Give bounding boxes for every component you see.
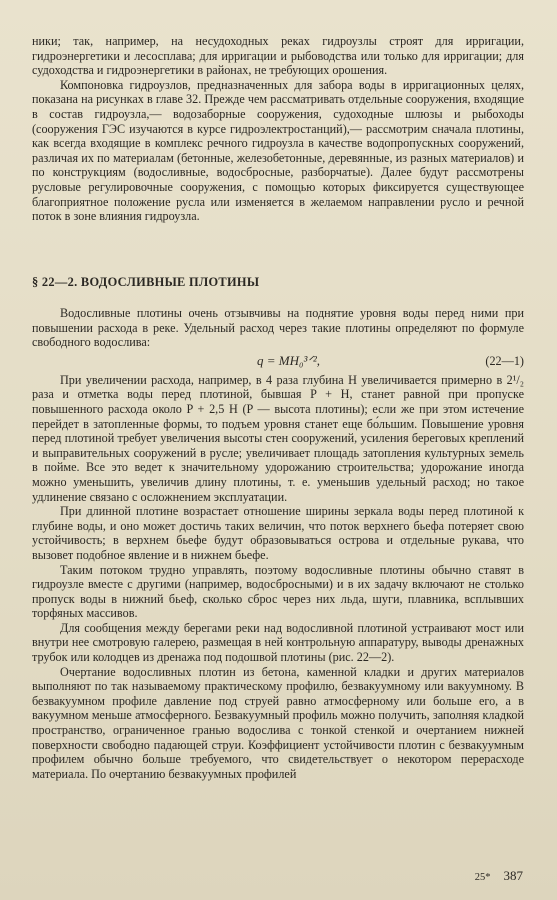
paragraph-continued: ники; так, например, на несудоходных реках гидроузлы строят для ирригации, гидроэнергетики и лесосплава; для ирригации и рыбоводства или только для ирригации; для судоходства и гидроэнергетики в районах, не требующих орошения. (32, 34, 524, 78)
paragraph-control: Таким потоком трудно управлять, поэтому водосливные плотины обычно ставят в гидроузле вместе с другими (например, водосбросными) и в их задачу включают не столько пропуск воды в нижний бьеф, сколько сброс через них льда, шуги, плавника, всплывших торфяных массивов. (32, 562, 524, 621)
paragraph-composition: Компоновка гидроузлов, предназначенных для забора воды в ирригационных целях, показана на рисунках в главе 32. Прежде чем рассматривать отдельные сооружения, входящие в состав гидроузла,— водозаборные сооружения, судоходные шлюзы и рыбоходы (сооружения ГЭС изучаются в курсе гидроэлектростанций),— рассмотрим сначала плотины, как всегда входящие в комплекс речного гидроузла в качестве водопропускных сооружений, различая их по материалам (бетонные, железобетонные, деревянные, из разных материалов) и по конструкциям (водосливные, водосбросные, разборчатые). Далее будут рассмотрены русловые регулировочные сооружения, с помощью которых фиксируется существующее благоприятное положение русла или изменяется в желаемом направлении русло и речной поток в зоне влияния гидроузла. (32, 77, 524, 224)
section-heading (32, 275, 259, 290)
section-title: ВОДОСЛИВНЫЕ ПЛОТИНЫ (80, 275, 260, 289)
main-text-block (32, 306, 524, 781)
signature-mark: 25* (474, 872, 491, 883)
paragraph-profile: Очертание водосливных плотин из бетона, каменной кладки и других материалов выполняют по так называемому практическому профилю, безвакуумному или вакуумному. В безвакуумном профиле давление под струей равно атмосферному или больше его, а в вакуумном меньше атмосферного. Безвакуумный профиль можно получить, заполняя кладкой пространство, ограниченное гранью водослива с тонкой стенкой и очертанием нижней поверхности свободно падающей струи. Коэффициент устойчивости плотин с безвакуумным профилем обычно больше требуемого, что свидетельствует о некотором перерасходе материала. По очертанию безвакуумных профилей (32, 664, 524, 781)
page-footer (475, 868, 523, 884)
formula: q = MH₀³ᐟ², (257, 352, 321, 368)
paragraph-intro: Водосливные плотины очень отзывчивы на поднятие уровня воды перед ними при повышении расхода в реке. Удельный расход через такие плотины определяют по формуле свободного водослива: (32, 306, 524, 350)
top-text-block (32, 34, 524, 224)
section-number: § 22—2. (32, 275, 78, 289)
paragraph-bridge: Для сообщения между берегами реки над водосливной плотиной устраивают мост или внутри нее смотровую галерею, размещая в ней контрольную аппаратуру, выводы дренажных трубок или колодцев из дренажа под подошвой плотины (рис. 22—2). (32, 620, 524, 665)
formula-row (32, 352, 524, 372)
page-number: 387 (503, 868, 523, 883)
paragraph-long-dam: При длинной плотине возрастает отношение ширины зеркала воды перед плотиной к глубине воды, и оно может достичь таких величин, что поток верхнего бьефа потеряет свою устойчивость; в верхнем бьефе будут образовываться острова и отдельные рукава, что вызовет подобное явление и в нижнем бьефе. (32, 504, 524, 562)
formula-number: (22—1) (485, 353, 524, 368)
paragraph-flow-increase: При увеличении расхода, например, в 4 раза глубина H увеличивается примерно в 2¹/₂ раза и отметка воды перед плотиной, бывшая P + H, станет равной при пропуске повышенного расхода около P + 2,5 H (P — высота плотины); если же при этом истечение перейдет в затопленные формы, то подъем уровня станет еще бо́льшим. Повышение уровня перед плотиной требует увеличения высоты стен сооружений, усиления береговых креплений и выправительных сооружений в русле; увеличивает площадь затопления культурных земель в пойме. Все это ведет к значительному удорожанию строительства; удорожание иногда можно уменьшить, увеличив длину плотины, т. е. уменьшив удельный расход; но такое удлинение связано с осложнением эксплуатации. (32, 372, 524, 504)
